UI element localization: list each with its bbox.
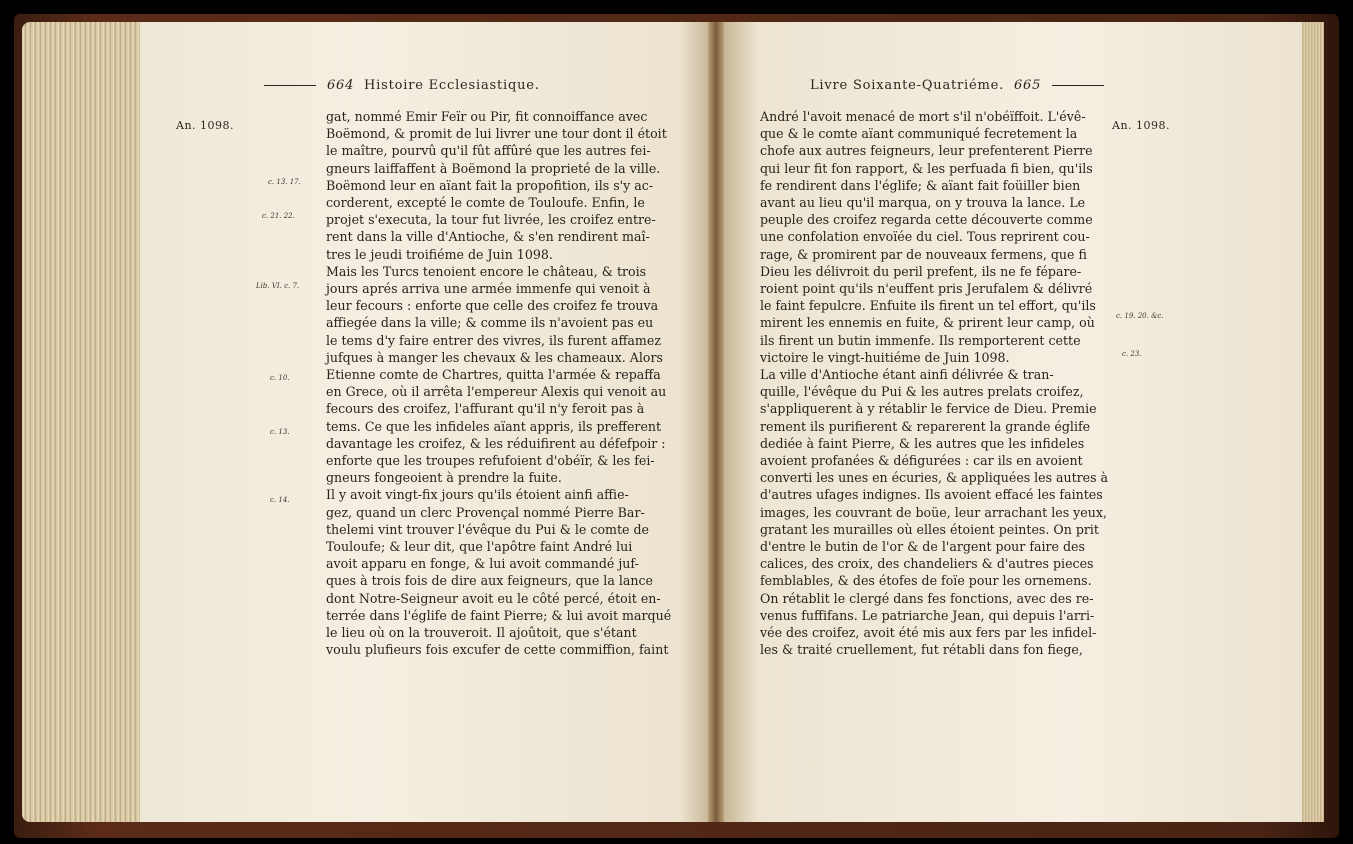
text-line: chofe aux autres feigneurs, leur prefenterent Pierre: [760, 143, 1093, 159]
text-line: terrée dans l'églife de faint Pierre; & lui avoit marqué: [326, 607, 672, 623]
text-line: fecours des croifez, l'affurant qu'il n'y feroit pas à: [326, 401, 645, 417]
text-line: rent dans la ville d'Antioche, & s'en rendirent maî-: [326, 229, 650, 245]
text-line: les & traité cruellement, fut rétabli dans fon fiege,: [760, 642, 1083, 658]
running-title: Livre Soixante-Quatriéme.: [810, 78, 1005, 93]
text-line: dont Notre-Seigneur avoit eu le côté percé, étoit en-: [326, 590, 661, 606]
text-line: gat, nommé Emir Feïr ou Pir, fit connoiffance avec: [326, 109, 648, 124]
text-line: Boëmond leur en aïant fait la propofition, ils s'y ac-: [326, 177, 654, 193]
text-line: roient point qu'ils n'euffent pris Jerufalem & délivré: [760, 281, 1093, 297]
text-line: le faint fepulcre. Enfuite ils firent un tel effort, qu'ils: [760, 298, 1096, 314]
text-line: André l'avoit menacé de mort s'il n'obéïffoit. L'évê-: [760, 109, 1086, 124]
text-line: Etienne comte de Chartres, quitta l'armée & repaffa: [326, 367, 661, 383]
text-line: rage, & promirent par de nouveaux fermens, que fi: [760, 246, 1087, 262]
text-line: avoit apparu en fonge, & lui avoit commandé juf-: [326, 556, 639, 572]
year-margin: An. 1098.: [1112, 119, 1171, 132]
text-line: davantage les croifez, & les réduifirent au défefpoir :: [326, 435, 666, 451]
text-line: dediée à faint Pierre, & les autres que les infideles: [760, 435, 1085, 451]
text-line: quille, l'évêque du Pui & les autres prelats croifez,: [760, 384, 1084, 400]
text-line: converti les unes en écuries, & appliquées les autres à: [760, 470, 1108, 486]
text-line: Touloufe; & leur dit, que l'apôtre faint André lui: [326, 539, 633, 555]
text-line: que & le comte aïant communiqué fecretement la: [760, 126, 1078, 142]
margin-note: c. 23.: [1122, 350, 1142, 358]
page-number: 664: [326, 78, 355, 93]
text-line: le lieu où on la trouveroit. Il ajoûtoit, que s'étant: [326, 625, 637, 641]
page-number: 665: [1013, 78, 1042, 93]
text-line: jours aprés arriva une armée immenfe qui venoit à: [326, 281, 651, 297]
text-line: femblables, & des étofes de foïe pour les ornemens.: [760, 573, 1092, 589]
text-line: On rétablit le clergé dans fes fonctions, avec des re-: [760, 590, 1094, 606]
text-line: corderent, excepté le comte de Touloufe. Enfin, le: [326, 195, 645, 211]
text-line: en Grece, où il arrêta l'empereur Alexis qui venoit au: [326, 384, 667, 400]
margin-note: c. 14.: [270, 496, 290, 504]
text-line: ils firent un butin immenfe. Ils remporterent cette: [760, 332, 1081, 348]
text-line: fe rendirent dans l'églife; & aïant fait foüiller bien: [760, 177, 1081, 193]
text-line: Il y avoit vingt-fix jours qu'ils étoient ainfi affie-: [326, 487, 629, 503]
text-line: Boëmond, & promit de lui livrer une tour dont il étoit: [326, 126, 667, 142]
margin-note: Lib. VI. c. 7.: [256, 282, 300, 290]
text-line: tems. Ce que les infideles aïant appris, ils prefferent: [326, 418, 662, 434]
running-title: Histoire Ecclesiastique.: [364, 78, 540, 93]
margin-note: c. 19. 20. &c.: [1116, 312, 1164, 320]
text-line: rement ils purifierent & reparerent la grande églife: [760, 418, 1091, 434]
right-page-edges: [1300, 22, 1324, 822]
text-line: le maître, pourvû qu'il fût affûré que les autres fei-: [326, 143, 651, 159]
text-line: jufques à manger les chevaux & les chameaux. Alors: [326, 349, 663, 365]
text-line: gneurs laiffaffent à Boëmond la proprieté de la ville.: [326, 160, 661, 176]
text-line: voulu plufieurs fois excufer de cette commiffion, faint: [326, 642, 669, 658]
text-line: victoire le vingt-huitiéme de Juin 1098.: [760, 349, 1010, 365]
text-line: images, les couvrant de boüe, leur arrachant les yeux,: [760, 504, 1107, 520]
text-line: s'appliquerent à y rétablir le fervice de Dieu. Premie: [760, 401, 1097, 417]
left-text-column: [326, 108, 690, 659]
text-line: gez, quand un clerc Provençal nommé Pierre Bar-: [326, 504, 645, 520]
text-line: affiegée dans la ville; & comme ils n'avoient pas eu: [326, 315, 654, 331]
text-line: d'autres ufages indignes. Ils avoient effacé les faintes: [760, 487, 1103, 503]
text-line: avoient profanées & défigurées : car ils en avoient: [760, 453, 1083, 469]
header-rule: [1052, 85, 1104, 86]
text-line: une confolation envoïée du ciel. Tous reprirent cou-: [760, 229, 1090, 245]
text-line: tres le jeudi troifiéme de Juin 1098.: [326, 246, 553, 262]
text-line: thelemi vint trouver l'évêque du Pui & le comte de: [326, 521, 649, 537]
year-margin: An. 1098.: [176, 119, 235, 132]
text-line: leur fecours : enforte que celle des croifez fe trouva: [326, 298, 659, 314]
text-line: mirent les ennemis en fuite, & prirent leur camp, où: [760, 315, 1095, 331]
text-line: d'entre le butin de l'or & de l'argent pour faire des: [760, 539, 1085, 555]
text-line: La ville d'Antioche étant ainfi délivrée & tran-: [760, 367, 1054, 383]
header-rule: [264, 85, 316, 86]
text-line: vée des croifez, avoit été mis aux fers par les infidel-: [760, 625, 1097, 641]
text-line: projet s'executa, la tour fut livrée, les croifez entre-: [326, 212, 656, 228]
text-line: avant au lieu qu'il marqua, on y trouva la lance. Le: [760, 195, 1086, 211]
margin-note: c. 13.: [270, 428, 290, 436]
text-line: gratant les murailles où elles étoient peintes. On prit: [760, 521, 1099, 537]
right-text-column: [760, 108, 1108, 659]
text-line: peuple des croifez regarda cette découverte comme: [760, 212, 1093, 228]
left-page-edges: [22, 22, 140, 822]
text-line: calices, des croix, des chandeliers & d'autres pieces: [760, 556, 1094, 572]
text-line: enforte que les troupes refufoient d'obéïr, & les fei-: [326, 453, 655, 469]
text-line: le tems d'y faire entrer des vivres, ils furent affamez: [326, 332, 661, 348]
text-line: ques à trois fois de dire aux feigneurs, que la lance: [326, 573, 653, 589]
text-line: qui leur fit fon rapport, & les perfuada fi bien, qu'ils: [760, 160, 1093, 176]
book-gutter: [708, 22, 724, 822]
text-line: venus fuffifans. Le patriarche Jean, qui depuis l'arri-: [760, 607, 1095, 623]
text-line: Mais les Turcs tenoient encore le château, & trois: [326, 263, 647, 279]
text-line: Dieu les délivroit du peril prefent, ils ne fe fépare-: [760, 263, 1082, 279]
margin-note: c. 10.: [270, 374, 290, 382]
right-running-head: [810, 78, 1110, 93]
text-line: gneurs fongeoient à prendre la fuite.: [326, 470, 562, 486]
left-running-head: [258, 78, 540, 93]
margin-note: c. 21. 22.: [262, 212, 295, 220]
margin-note: c. 13. 17.: [268, 178, 301, 186]
